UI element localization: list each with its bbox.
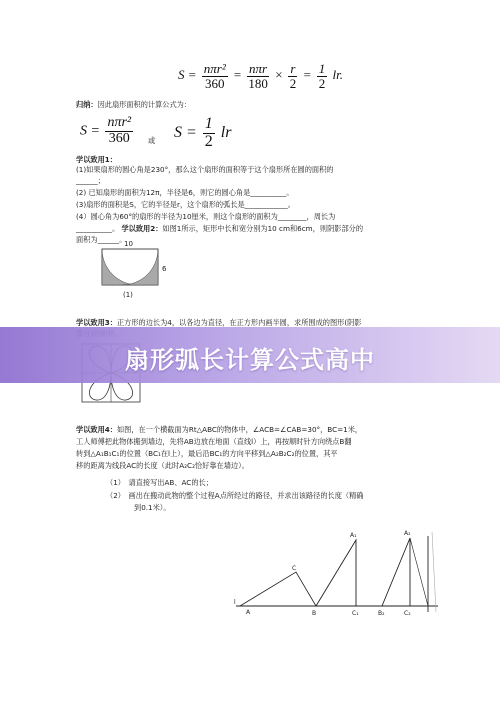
diagram-label-a: A	[246, 609, 251, 616]
summary-line: 归纳：因此扇形面积的计算公式为：	[76, 100, 192, 109]
figure-label-top: 10	[124, 240, 133, 248]
practice4-line2: 工人师傅把此物体搬到墙边，先将AB边放在地面（直线l）上，再按顺时针方向绕点B翻	[76, 437, 352, 446]
practice4-q2: （2） 画出在搬动此物的整个过程A点所经过的路径，并求出该路径的长度（精确	[106, 491, 364, 500]
practice1-line1b: ______；	[76, 176, 105, 185]
summary-formula-left: S = $\frac{\text{nπr²}}{360}$	[80, 115, 132, 146]
practice4-line3: 转到△A₁B₁C₁的位置（BC₁在l上），最后沿BC₁的方向平移到△A₂B₂C₂的位置，其平	[76, 449, 338, 458]
practice1-line2: (2) 已知扇形的面积为12π，半径是6，则它的圆心角是__________。	[76, 188, 294, 197]
practice4-line1: 学以致用4：如图，在一个横截面为Rt△ABC的物体中，∠ACB=∠CAB=30°，BC=1米，	[76, 425, 363, 434]
diagram-label-b: B	[312, 610, 317, 617]
practice1-line4: (4）圆心角为60°的扇形的半径为10厘米，则这个扇形的面积为________，周长为	[76, 212, 336, 221]
practice1-line5: __________。 学以致用2：如图1所示，矩形中长和宽分别为10 cm和6cm，则阴影部分的	[76, 224, 364, 233]
practice4-q1: （1） 请直接写出AB、AC的长；	[106, 478, 213, 487]
practice3-line1: 学以致用3：正方形的边长为4，以各边为直径，在正方形内画半圆，求所围成的图形(阴影	[76, 318, 362, 327]
diagram-label-l: l	[234, 599, 236, 606]
diagram-label-b2: B₂	[378, 610, 385, 617]
figure-rectangle	[96, 238, 176, 302]
practice1-line3: (3)扇形的面积是S，它的半径是r，这个扇形的弧长是____________。	[76, 200, 295, 209]
practice1-line1: (1)如果扇形的圆心角是230°，那么这个扇形的面积等于这个扇形所在圆的面积的	[76, 165, 334, 174]
summary-or: 或	[148, 136, 156, 145]
practice4-q2b: 到0.1米）。	[134, 503, 171, 512]
practice1-heading: 学以致用1：	[76, 155, 117, 164]
area-formula-top: S = $\frac{\text{nπr²}}{360}$ = $\frac{\text{nπr}}{180}$ × $\frac{r}{2}$ = $\frac{1}{2}$ lr.	[178, 61, 343, 91]
figure-triangle-path	[232, 520, 442, 620]
diagram-label-c: C	[292, 565, 297, 572]
diagram-label-c2: C₂	[404, 610, 411, 617]
diagram-label-a1: A₁	[350, 532, 357, 539]
practice1-line6: 面积为______。	[76, 235, 127, 244]
figure-caption: (1)	[123, 291, 133, 299]
summary-formula-right: S = $\frac{1}{2}$ lr	[174, 115, 232, 150]
diagram-label-a2: A₂	[404, 530, 411, 537]
banner-title: 扇形弧长计算公式高中	[125, 346, 375, 374]
practice4-line4: 移的距离为线段AC的长度（此时A₂C₂恰好靠在墙边）。	[76, 461, 249, 470]
title-banner	[0, 327, 500, 383]
figure-label-side: 6	[162, 265, 167, 273]
diagram-label-c1: C₁	[352, 610, 359, 617]
